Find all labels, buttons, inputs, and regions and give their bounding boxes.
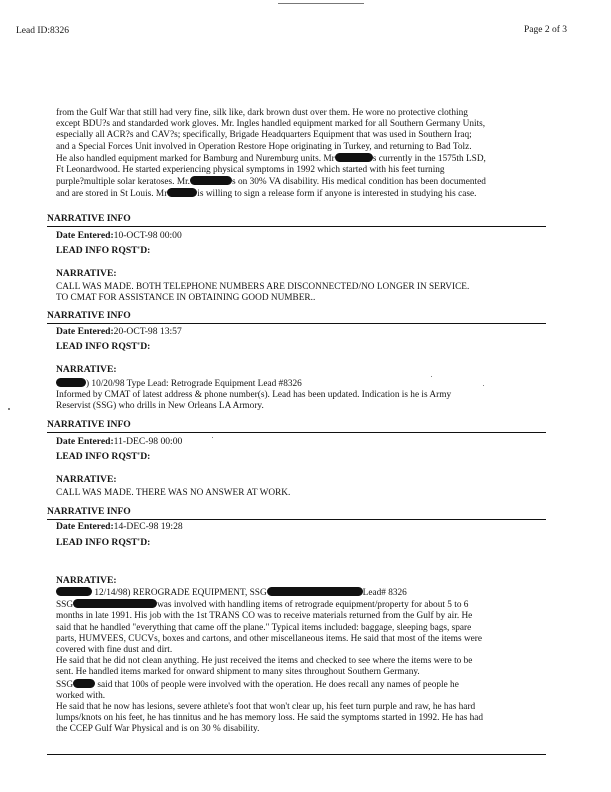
redaction-block xyxy=(167,188,197,197)
date-entered-field: Date Entered:11-DEC-98 00:00 xyxy=(56,436,183,447)
narrative-line: SSG said that 100s of people were involved with the operation. He does recall any names of people he xyxy=(56,679,459,690)
narrative-line: months in late 1991. His job with the 1st TRANS CO was to receive materials returned from the Gulf by air. He xyxy=(56,611,473,622)
section-divider xyxy=(47,226,546,227)
section-heading: NARRATIVE INFO xyxy=(47,506,131,517)
narrative-label: NARRATIVE: xyxy=(56,575,117,586)
redaction-block xyxy=(267,587,363,596)
narrative-line: sent. He handled items marked for onward shipment to many sites throughout Southern Germany. xyxy=(56,667,420,678)
narrative-line: 12/14/98) REROGRADE EQUIPMENT, SSG Lead# 8326 xyxy=(56,587,576,599)
redaction-block xyxy=(190,176,232,185)
section-divider xyxy=(47,519,546,520)
narrative-line: He said that he did not clean anything. He just received the items and checked to see where the items were to be xyxy=(56,656,473,667)
redaction-block xyxy=(56,587,92,596)
section-heading: NARRATIVE INFO xyxy=(47,310,131,321)
scan-speck xyxy=(483,385,484,386)
narrative-line: ) 10/20/98 Type Lead: Retrograde Equipment Lead #8326 xyxy=(56,378,576,390)
scan-speck xyxy=(8,408,10,410)
lead-info-label: LEAD INFO RQST'D: xyxy=(56,451,151,462)
section-divider xyxy=(47,323,546,324)
narrative-text xyxy=(56,488,576,499)
lead-info-label: LEAD INFO RQST'D: xyxy=(56,245,151,256)
redaction-block xyxy=(73,679,95,688)
intro-line: and a Special Forces Unit involved in Operation Restore Hope originating in Turkey, and returning to Bad Tolz. xyxy=(56,141,472,152)
narrative-line: worked with. xyxy=(56,690,106,701)
intro-line: from the Gulf War that still had very fine, silk like, dark brown dust over them. He wore no protective clothing xyxy=(56,108,468,118)
scan-speck xyxy=(431,376,432,377)
narrative-label: NARRATIVE: xyxy=(56,364,117,375)
narrative-line: CALL WAS MADE. THERE WAS NO ANSWER AT WORK. xyxy=(56,488,291,498)
narrative-label: NARRATIVE: xyxy=(56,474,117,485)
section-divider xyxy=(47,432,546,433)
intro-line: and are stored in St Louis. Mr is willing to sign a release form if anyone is interested in studying his case. xyxy=(56,189,477,200)
narrative-line: Reservist (SSG) who drills in New Orleans LA Armory. xyxy=(56,401,264,412)
section-heading: NARRATIVE INFO xyxy=(47,213,131,224)
page-number: Page 2 of 3 xyxy=(524,25,568,35)
intro-line: Ft Leonardwood. He started experiencing physical symptoms in 1992 which started with his feet turning xyxy=(56,165,445,176)
narrative-line: He said that he now has lesions, severe athlete's foot that won't clear up, his feet turn purple and raw, he has hard xyxy=(56,702,476,713)
narrative-text xyxy=(56,378,576,413)
narrative-line: said that he handled "everything that came off the plane." Typical items included: baggage, sleeping bags, spare xyxy=(56,622,472,633)
lead-id-header: Lead ID:8326 xyxy=(16,26,70,36)
narrative-line: CALL WAS MADE. BOTH TELEPHONE NUMBERS ARE DISCONNECTED/NO LONGER IN SERVICE. xyxy=(56,282,470,292)
date-entered-value: 20-OCT-98 13:57 xyxy=(113,326,182,337)
bottom-divider xyxy=(47,754,546,755)
narrative-line: parts, HUMVEES, CUCVs, boxes and cartons, and other miscellaneous items. He said that most of the items were xyxy=(56,633,483,644)
date-entered-value: 10-OCT-98 00:00 xyxy=(113,230,182,241)
intro-line: especially all ACR?s and CAV?s; specifically, Brigade Headquarters Equipment that was used in Southern Iraq; xyxy=(56,130,472,141)
narrative-line: lumps/knots on his feet, he has tinnitus and he has memory loss. He said the symptoms started in 1992. He has had xyxy=(56,713,484,724)
scan-speck xyxy=(212,437,213,438)
top-edge-line xyxy=(278,3,364,4)
narrative-line: Informed by CMAT of latest address & phone number(s). Lead has been updated. Indication is he is Army xyxy=(56,390,452,401)
intro-line: except BDU?s and standarded work gloves. Mr. Ingles handled equipment marked for all Southern Germany Units, xyxy=(56,119,486,130)
date-entered-field: Date Entered:14-DEC-98 19:28 xyxy=(56,521,183,532)
redaction-block xyxy=(73,599,157,608)
date-entered-field: Date Entered:20-OCT-98 13:57 xyxy=(56,326,182,337)
intro-line: purple?multiple solar keratoses. Mr. s on 30% VA disability. His medical condition has been documented xyxy=(56,177,486,188)
date-entered-value: 14-DEC-98 19:28 xyxy=(113,521,183,532)
redaction-block xyxy=(56,378,86,387)
narrative-line: SSG was involved with handling items of retrograde equipment/property for about 5 to 6 xyxy=(56,600,469,611)
narrative-line: covered with fine dust and dirt. xyxy=(56,645,173,656)
narrative-text xyxy=(56,282,576,304)
intro-line: He also handled equipment marked for Bamburg and Nuremburg units. Mr s currently in the 1575th LSD, xyxy=(56,153,486,164)
date-entered-field: Date Entered:10-OCT-98 00:00 xyxy=(56,230,182,241)
intro-paragraph xyxy=(56,108,576,201)
narrative-line: TO CMAT FOR ASSISTANCE IN OBTAINING GOOD NUMBER.. xyxy=(56,293,316,304)
narrative-text xyxy=(56,587,576,736)
narrative-label: NARRATIVE: xyxy=(56,268,117,279)
lead-info-label: LEAD INFO RQST'D: xyxy=(56,341,151,352)
narrative-line: the CCEP Gulf War Physical and is on 30 % disability. xyxy=(56,724,260,735)
redaction-block xyxy=(335,153,373,162)
date-entered-value: 11-DEC-98 00:00 xyxy=(113,436,183,447)
section-heading: NARRATIVE INFO xyxy=(47,419,131,430)
lead-info-label: LEAD INFO RQST'D: xyxy=(56,537,151,548)
